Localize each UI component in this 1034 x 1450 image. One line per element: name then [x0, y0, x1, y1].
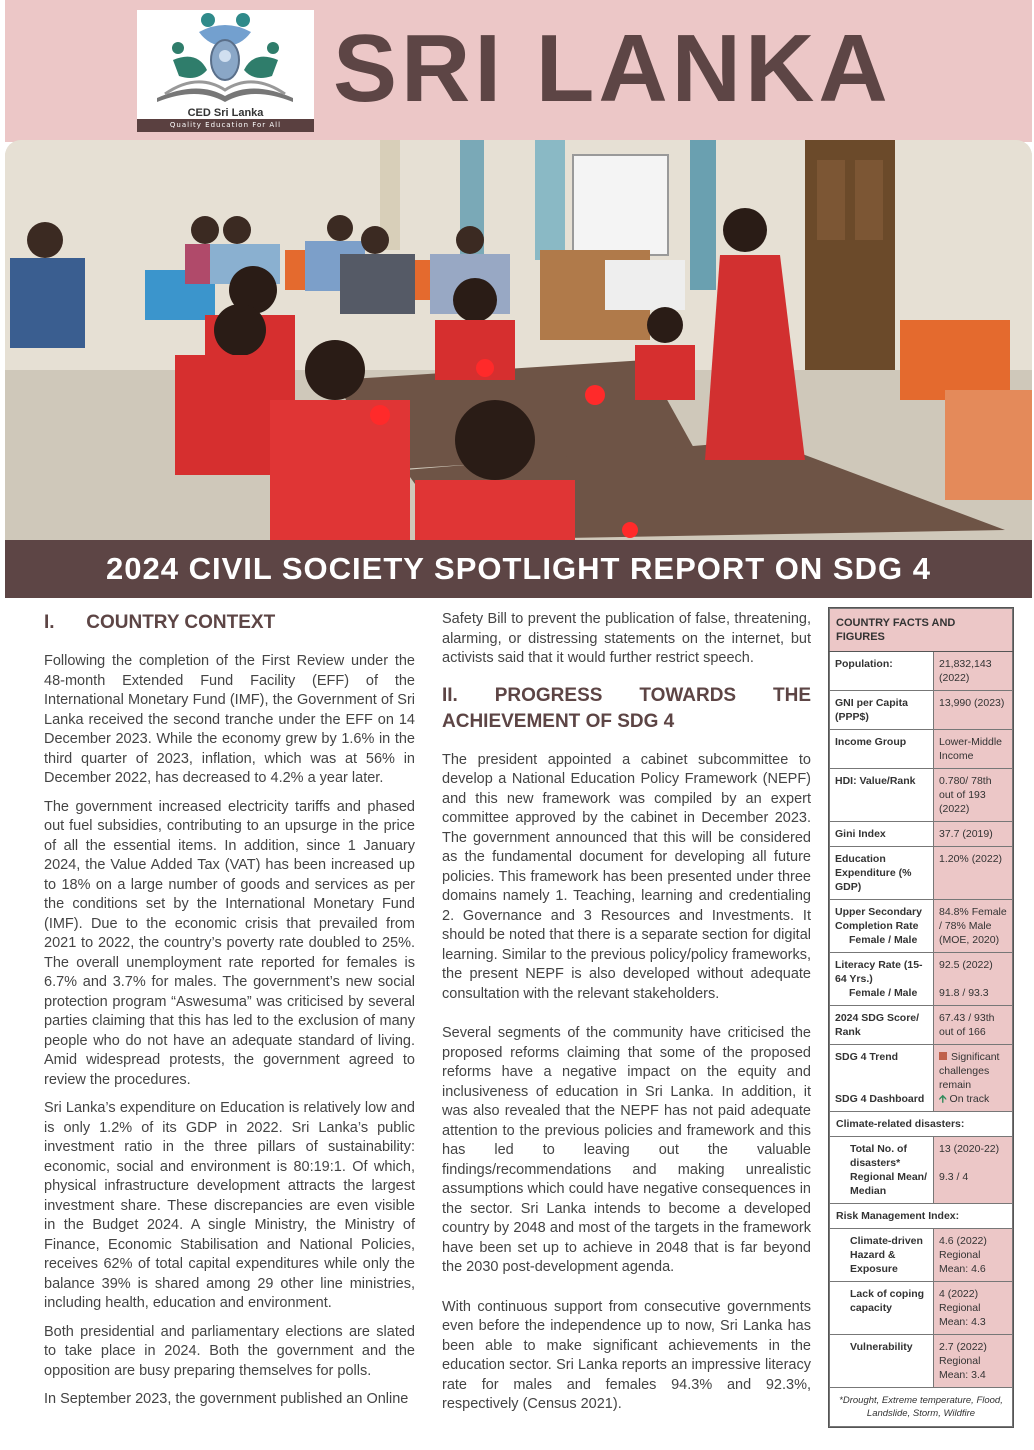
section-heading-progress [442, 683, 811, 735]
challenge-square-icon [939, 1052, 947, 1060]
paragraph: Following the completion of the First Review under the 48-month Extended Fund Facility (EFF) of the International Monetary Fund (IMF), the Government of Sri Lanka received the second tranche under the EFF on 14 December 2023. While the economy grew by 1.6% in the third quarter of 2023, inflation, which was at 56% in December 2022, has decreased to 4.2% a year later. [44, 653, 415, 786]
paragraph: The government increased electricity tariffs and phased out fuel subsidies, contributing to an upsurge in the price of all the essential items. In addition, since 1 January 2024, the Value Added Tax (VAT) has been increased up to 18% on a large number of goods and services as per the conditions set by the International Monetary Fund (IMF). Due to the economic crisis that prevailed from 2021 to 2022, the country’s poverty rate doubled to 25%. The overall unemployment rate reported for females is 6.7% and 3.7% for males. The government’s new social protection program “Aswesuma” was criticised by several parties claiming that this has led to the exclusion of many people who do not have an adequate standard of living. Amid widespread protests, the government agreed to review the procedures. [44, 798, 415, 1088]
facts-label-line: Upper Secondary Completion Rate [835, 906, 922, 932]
facts-label-line: Literacy Rate (15-64 Yrs.) [835, 959, 923, 985]
section-title-line2: ACHIEVEMENT OF SDG 4 [442, 710, 675, 732]
facts-value-line: Significant challenges remain [939, 1051, 1000, 1091]
facts-label: Income Group [830, 730, 934, 769]
facts-label-line: SDG 4 Trend [835, 1051, 899, 1063]
column-progress [442, 610, 811, 1424]
section-heading-country-context [44, 610, 415, 636]
facts-label: Education Expenditure (% GDP) [830, 847, 934, 900]
facts-subheading: Risk Management Index: [830, 1204, 1013, 1229]
facts-value-line: On track [949, 1093, 990, 1105]
facts-value-line: 13 (2020-22) [939, 1143, 1000, 1155]
facts-value: 67.43 / 93th out of 166 [934, 1006, 1013, 1045]
facts-subheading: Climate-related disasters: [830, 1112, 1013, 1137]
paragraph: Several segments of the community have criticised the proposed reforms claiming that some of the proposed reforms have a negative impact on the equity and inclusiveness of education in Sri Lanka. In addition, it was also revealed that the NEPF has not paid adequate attention to the previous policies and framework and this has led to leaving out the valuable findings/recommendations and making unrealistic assumptions which could have negative consequences in the sector. Sri Lanka intends to become a developed country by 2048 and most of the targets in the framework have been set up to achieve in 2048 that is far beyond the 2030 post-development agenda. [442, 1025, 811, 1275]
logo-figures-icon [137, 10, 314, 106]
facts-title: COUNTRY FACTS AND FIGURES [830, 609, 1013, 652]
facts-label: Vulnerability [830, 1335, 934, 1388]
logo-tagline: Quality Education For All [137, 119, 314, 132]
paragraph: Both presidential and parliamentary elections are slated to take place in 2024. Both the government and the opposition are busy preparing themselves for polls. [44, 1323, 415, 1379]
paragraph: Sri Lanka’s expenditure on Education is relatively low and is only 1.2% of its GDP in 2022. Sri Lanka’s public investment ratio in the three pillars of sustainability: economic, social and environment is 80:19:1. Of which, physical infrastructure development attracts the largest investment share. These discrepancies are even visible in the Budget 2024. A single Ministry, the Ministry of Finance, Economic Stabilisation and National Policies, receives 62% of total capital expenditures while only the balance 39% is shared among 29 other line ministries, including health, education and environment. [44, 1100, 415, 1311]
facts-value: 0.780/ 78th out of 193 (2022) [934, 769, 1013, 822]
facts-label: Gini Index [830, 822, 934, 847]
facts-label [830, 1137, 934, 1204]
facts-label [830, 900, 934, 953]
facts-label-line: Regional Mean/ Median [850, 1171, 928, 1197]
paragraph: Safety Bill to prevent the publication of false, threatening, alarming, or distressing statements on the internet, but activists said that it would further restrict speech. [442, 611, 811, 666]
facts-value: Lower-Middle Income [934, 730, 1013, 769]
facts-value [934, 953, 1013, 1006]
ced-logo [137, 10, 314, 132]
paragraph: The president appointed a cabinet subcommittee to develop a National Education Policy Framework (NEPF) and this new framework was compiled by an expert committee approved by the cabinet in December 2023. The government announced that this will be considered as the fundamental document for developing all future policies. This framework has been presented under three domains namely 1. Teaching, learning and credentialing 2. Governance and 3 Resources and Investments. It should be noted that there is a separate section for digital learning. Similar to the previous policy/policy frameworks, the present NEPF is also developed without adequate consultation with the relevant stakeholders. [442, 751, 811, 1002]
facts-label-line: Total No. of disasters* [850, 1143, 907, 1169]
facts-value-line: 9.3 / 4 [939, 1171, 969, 1183]
facts-label: Lack of coping capacity [830, 1282, 934, 1335]
report-banner: 2024 CIVIL SOCIETY SPOTLIGHT REPORT ON SDG 4 [5, 540, 1032, 598]
section-number: I. [44, 612, 55, 633]
facts-value: 84.8% Female / 78% Male (MOE, 2020) [934, 900, 1013, 953]
classroom-photo [5, 140, 1032, 540]
facts-label-line: Female / Male [849, 987, 918, 999]
section-title: COUNTRY CONTEXT [86, 612, 276, 633]
country-title: SRI LANKA [333, 15, 892, 122]
classroom-photo-image [5, 140, 1032, 540]
arrow-up-icon: 🡩 [939, 1093, 947, 1105]
facts-value-line: 92.5 (2022) [939, 959, 993, 971]
facts-value [934, 1045, 1013, 1112]
facts-label: Population: [830, 652, 934, 691]
facts-value: 21,832,143 (2022) [934, 652, 1013, 691]
facts-label: Climate-driven Hazard & Exposure [830, 1229, 934, 1282]
section-title-line1: II. PROGRESS TOWARDS THE [442, 684, 811, 706]
facts-label [830, 1045, 934, 1112]
facts-label [830, 953, 934, 1006]
facts-value: 13,990 (2023) [934, 691, 1013, 730]
paragraph: With continuous support from consecutive governments even before the independence up to now, Sri Lanka has been able to make significant achievements in the education sector. Sri Lanka reports an impressive literacy rate for males and females 94.3% and 92.3%, respectively (Census 2021). [442, 1298, 811, 1412]
facts-value: 37.7 (2019) [934, 822, 1013, 847]
facts-label-line: SDG 4 Dashboard [835, 1093, 925, 1105]
header [5, 0, 1032, 142]
column-country-context [44, 610, 415, 1419]
facts-label: HDI: Value/Rank [830, 769, 934, 822]
paragraph: In September 2023, the government published an Online [44, 1391, 409, 1407]
logo-name: CED Sri Lanka [187, 107, 264, 119]
facts-value: 4 (2022) Regional Mean: 4.3 [934, 1282, 1013, 1335]
country-facts-table [828, 607, 1014, 1428]
facts-footnote: *Drought, Extreme temperature, Flood, Landslide, Storm, Wildfire [830, 1388, 1013, 1427]
facts-value: 2.7 (2022) Regional Mean: 3.4 [934, 1335, 1013, 1388]
facts-value: 4.6 (2022) Regional Mean: 4.6 [934, 1229, 1013, 1282]
facts-value: 1.20% (2022) [934, 847, 1013, 900]
facts-label: 2024 SDG Score/ Rank [830, 1006, 934, 1045]
facts-value [934, 1137, 1013, 1204]
facts-label: GNI per Capita (PPP$) [830, 691, 934, 730]
facts-value-line: 91.8 / 93.3 [939, 987, 989, 999]
facts-label-line: Female / Male [849, 934, 918, 946]
